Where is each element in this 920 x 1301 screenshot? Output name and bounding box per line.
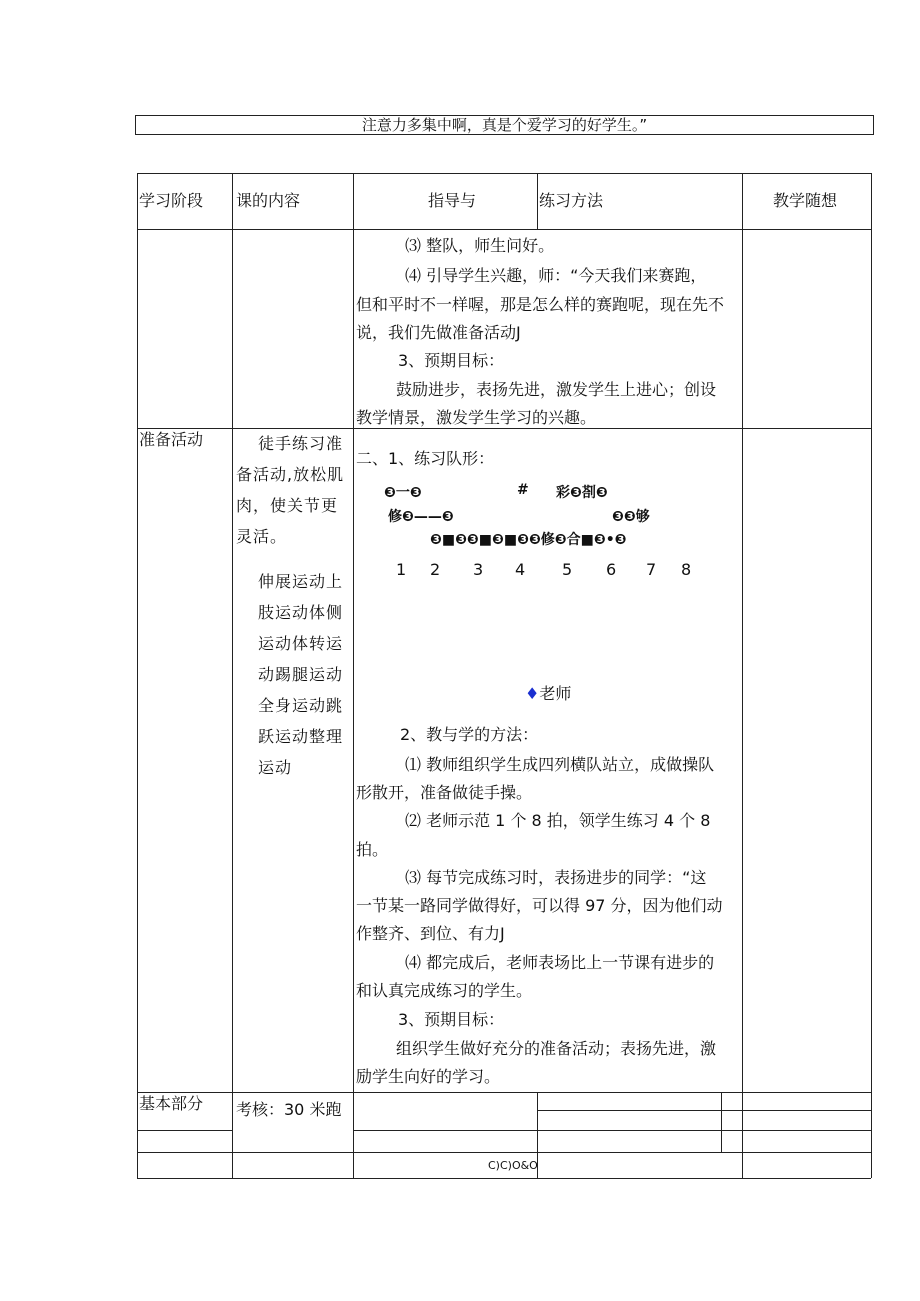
grid-line [137,1152,871,1153]
formation-number: 5 [562,560,573,579]
formation-number: 4 [515,560,526,579]
grid-line [721,1092,722,1152]
exercise-list: 伸展运动上肢运动体侧运动体转运动踢腿运动全身运动跳跃运动整理运动 [258,572,344,777]
text-line: 一节某一路同学做得好，可以得 97 分，因为他们动 [356,896,723,915]
header-content: 课的内容 [236,191,301,210]
text-line: 拍。 [356,840,389,859]
text-line: ⑶ 整队，师生问好。 [405,236,555,255]
formation-row: ❸❸够 [612,509,650,525]
text-line: ⑵ 老师示范 1 个 8 拍，领学生练习 4 个 8 [405,811,711,830]
grid-line [871,173,872,1178]
grid-line [137,173,138,1178]
text-line: ⑷ 都完成后，老师表场比上一节课有进步的 [405,953,715,972]
top-note-box [135,115,874,135]
formation-title: 二、1、练习队形： [356,449,495,468]
text-line: 教学情景，激发学生学习的兴趣。 [356,408,597,427]
text-line: 励学生向好的学习。 [356,1067,501,1086]
prep-content: 徒手练习准备活动,放松肌肉，使关节更灵活。 [236,434,345,546]
text-line: 作整齐、到位、有力J [356,924,505,943]
formation-row: ❸■❸❸■❸■❸❸修❸合■❸•❸ [430,532,627,548]
basic-content: 考核：30 米跑 [236,1100,342,1119]
goal-title: 3、预期目标： [398,351,505,370]
method-title: 2、教与学的方法： [400,725,539,744]
text-line: 形散开，准备做徒手操。 [356,783,533,802]
header-notes: 教学随想 [773,191,838,210]
text-line: 说，我们先做准备活动J [356,323,521,342]
grid-line [537,173,538,229]
bottom-mark: C)C)O&O [488,1159,538,1172]
grid-line [137,1092,871,1093]
text-line: 和认真完成练习的学生。 [356,981,533,1000]
grid-line [232,173,233,1178]
teacher-label: 老师 [539,684,572,703]
formation-row: ❸一❸ [384,485,422,501]
grid-line [137,173,871,174]
formation-number: 3 [473,560,484,579]
header-guide: 指导与 [428,191,477,210]
grid-line [742,173,743,1178]
top-note: 注意力多集中啊，真是个爱学习的好学生。” [361,116,648,134]
grid-line [353,1130,871,1131]
header-method: 练习方法 [539,191,604,210]
stage-basic: 基本部分 [139,1094,204,1113]
grid-line [353,173,354,1178]
text-line: ⑴ 教师组织学生成四列横队站立，成做操队 [405,755,715,774]
grid-line [537,1110,871,1111]
teacher-position [525,684,571,704]
formation-number: 2 [430,560,441,579]
text-line: 但和平时不一样喔，那是怎么样的赛跑呢，现在先不 [356,295,725,314]
stage-prep: 准备活动 [139,430,204,449]
teacher-diamond-icon: ♦ [525,684,540,703]
text-line: ⑶ 每节完成练习时，表扬进步的同学：“这 [405,868,707,887]
text-line: ⑷ 引导学生兴趣，师：“今天我们来赛跑， [405,266,707,285]
formation-number: 7 [646,560,657,579]
formation-row: 修❸——❸ [388,509,454,525]
formation-number: 1 [396,560,407,579]
formation-row: 彩❸剳❸ [556,485,608,501]
header-stage: 学习阶段 [139,191,204,210]
grid-line [137,229,871,230]
text-line: 组织学生做好充分的准备活动；表扬先进，激 [396,1039,717,1058]
grid-line [137,1130,232,1131]
grid-line [137,1178,871,1179]
formation-row: # [517,482,529,498]
text-line: 鼓励进步，表扬先进，激发学生上进心；创设 [396,380,717,399]
formation-number: 6 [606,560,617,579]
formation-number: 8 [681,560,692,579]
goal-title: 3、预期目标： [398,1010,505,1029]
